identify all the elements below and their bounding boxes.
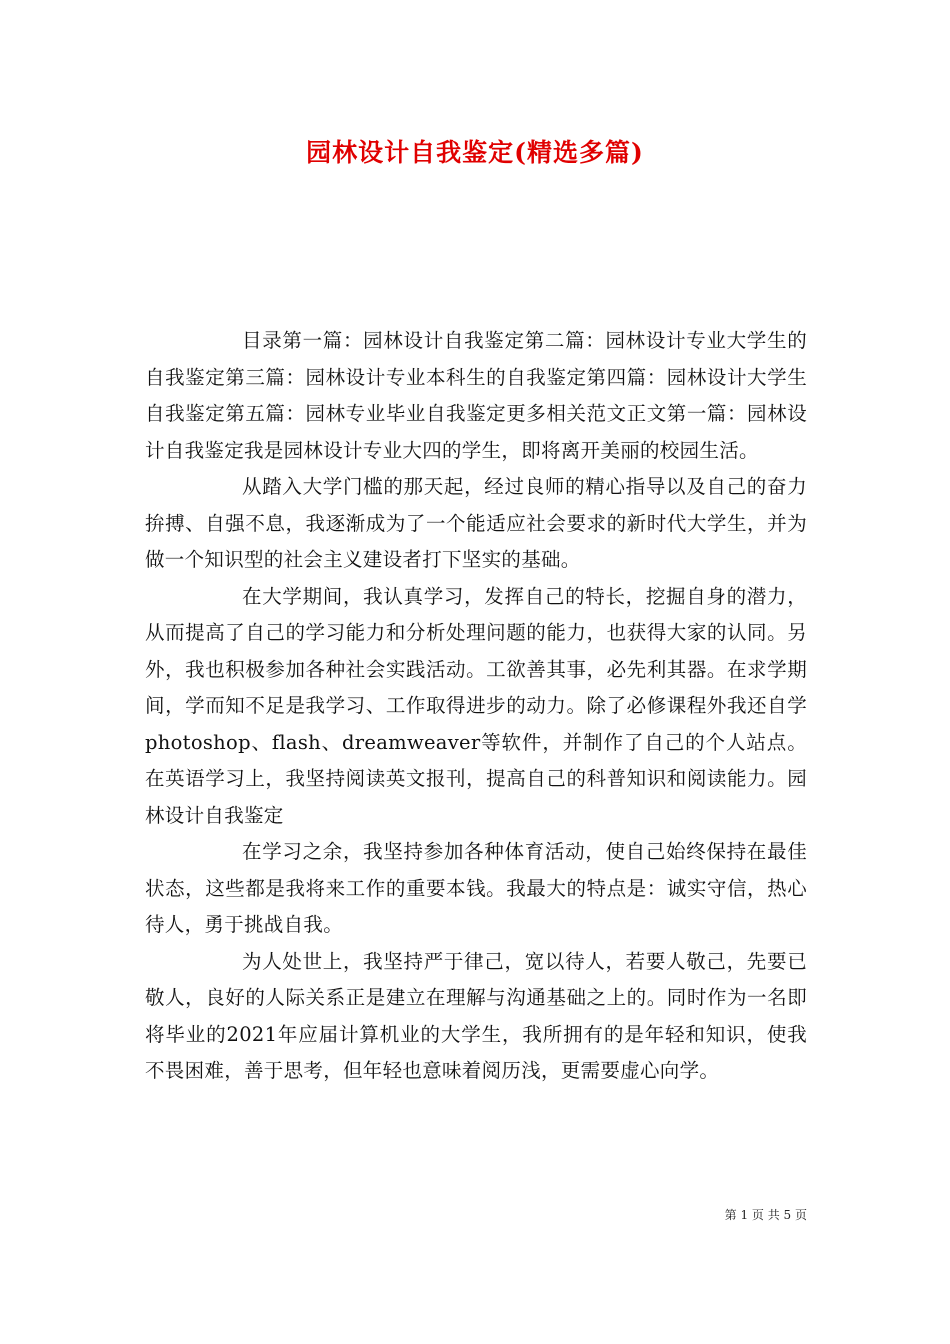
- paragraph: 从踏入大学门槛的那天起，经过良师的精心指导以及自己的奋力拚搏、自强不息，我逐渐成为了一个能适应社会要求的新时代大学生，并为做一个知识型的社会主义建设者打下坚实的基础。: [145, 475, 807, 571]
- document-title: 园林设计自我鉴定(精选多篇): [306, 138, 644, 167]
- page-number: 第 1 页 共 5 页: [724, 1208, 807, 1222]
- paragraph: 为人处世上，我坚持严于律己，宽以待人，若要人敬己，先要已敬人，良好的人际关系正是建立在理解与沟通基础之上的。同时作为一名即将毕业的2021年应届计算机业的大学生，我所拥有的是年轻和知识，使我不畏困难，善于思考，但年轻也意味着阅历浅，更需要虚心向学。: [145, 949, 807, 1082]
- paragraph-toc: 目录第一篇：园林设计自我鉴定第二篇：园林设计专业大学生的自我鉴定第三篇：园林设计专业本科生的自我鉴定第四篇：园林设计大学生自我鉴定第五篇：园林专业毕业自我鉴定更多相关范文正文第一篇：园林设计自我鉴定我是园林设计专业大四的学生，即将离开美丽的校园生活。: [145, 329, 807, 462]
- document-body: [145, 323, 807, 1090]
- paragraph: 在学习之余，我坚持参加各种体育活动，使自己始终保持在最佳状态，这些都是我将来工作的重要本钱。我最大的特点是：诚实守信，热心待人，勇于挑战自我。: [145, 840, 807, 936]
- paragraph: 在大学期间，我认真学习，发挥自己的特长，挖掘自身的潜力，从而提高了自己的学习能力和分析处理问题的能力，也获得大家的认同。另外，我也积极参加各种社会实践活动。工欲善其事，必先利其器。在求学期间，学而知不足是我学习、工作取得进步的动力。除了必修课程外我还自学photoshop、flash、dreamweaver等软件，并制作了自己的个人站点。在英语学习上，我坚持阅读英文报刊，提高自己的科普知识和阅读能力。园林设计自我鉴定: [145, 584, 807, 827]
